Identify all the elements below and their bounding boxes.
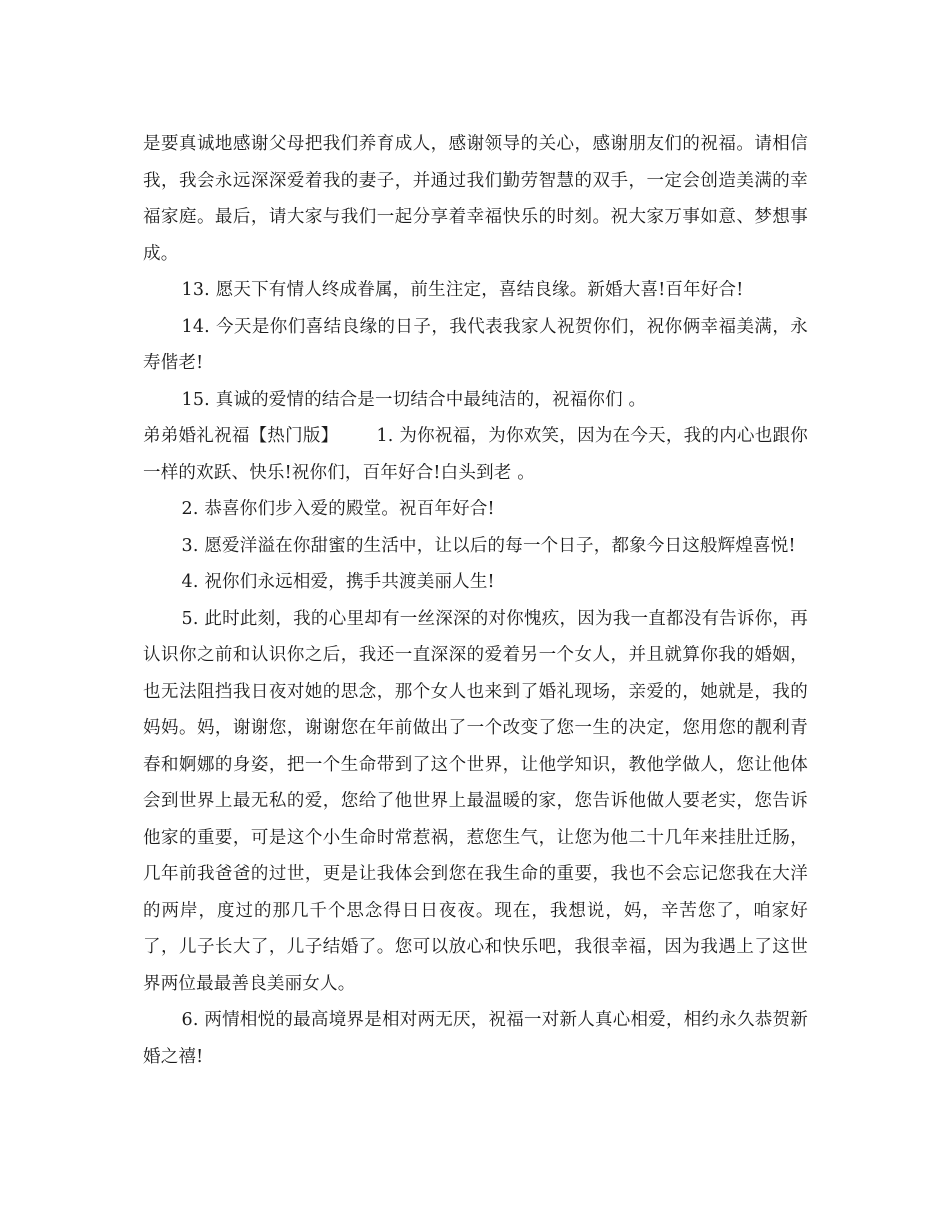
paragraph-intro-continuation: 是要真诚地感谢父母把我们养育成人，感谢领导的关心，感谢朋友们的祝福。请相信我，我会永远深深爱着我的妻子，并通过我们勤劳智慧的双手，一定会创造美满的幸福家庭。最后，请大家与我们一起分享着幸福快乐的时刻。祝大家万事如意、梦想事成。 — [143, 134, 808, 264]
section-heading: 弟弟婚礼祝福【热门版】 — [143, 426, 339, 446]
section-first-paragraph — [143, 418, 808, 491]
paragraph-item-5: 5. 此时此刻，我的心里却有一丝深深的对你愧疚，因为我一直都没有告诉你，再认识你之前和认识你之后，我还一直深深的爱着另一个女人，并且就算你我的婚姻，也无法阻挡我日夜对她的思念，那个女人也来到了婚礼现场，亲爱的，她就是，我的妈妈。妈，谢谢您，谢谢您在年前做出了一个改变了您一生的决定，您用您的靓利青春和婀娜的身姿，把一个生命带到了这个世界，让他学知识，教他学做人，您让他体会到世界上最无私的爱，您给了他世界上最温暖的家，您告诉他做人要老实，您告诉他家的重要，可是这个小生命时常惹祸，惹您生气，让您为他二十几年来挂肚迁肠，几年前我爸爸的过世，更是让我体会到您在我生命的重要，我也不会忘记您我在大洋的两岸，度过的那几千个思念得日日夜夜。现在，我想说，妈，辛苦您了，咱家好了，儿子长大了，儿子结婚了。您可以放心和快乐吧，我很幸福，因为我遇上了这世界两位最最善良美丽女人。 — [143, 608, 808, 994]
paragraph-item-13: 13. 愿天下有情人终成眷属，前生注定，喜结良缘。新婚大喜!百年好合! — [181, 280, 744, 300]
section-item-1: 1. 为你祝福，为你欢笑，因为在今天，我的内心也跟你一样的欢跃、快乐!祝你们，百年好合!白头到老 。 — [143, 426, 808, 483]
paragraph-item-2: 2. 恭喜你们步入爱的殿堂。祝百年好合! — [181, 499, 495, 519]
paragraph-item-6: 6. 两情相悦的最高境界是相对两无厌，祝福一对新人真心相爱，相约永久恭贺新婚之禧! — [143, 1010, 808, 1067]
paragraph-item-4: 4. 祝你们永远相爱，携手共渡美丽人生! — [181, 572, 495, 592]
document-body — [143, 126, 808, 1075]
paragraph-item-14: 14. 今天是你们喜结良缘的日子，我代表我家人祝贺你们，祝你俩幸福美满，永寿偕老! — [143, 316, 808, 373]
paragraph-item-3: 3. 愿爱洋溢在你甜蜜的生活中，让以后的每一个日子，都象今日这般辉煌喜悦! — [181, 535, 796, 556]
paragraph-item-15: 15. 真诚的爱情的结合是一切结合中最纯洁的，祝福你们 。 — [181, 389, 647, 410]
